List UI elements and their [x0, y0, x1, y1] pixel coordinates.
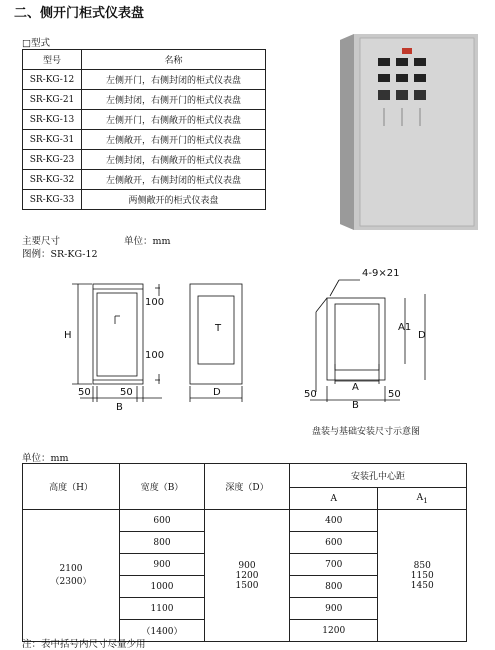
name-cell: 左侧开门，右侧敞开的柜式仪表盘: [82, 110, 266, 130]
model-table: [22, 49, 266, 210]
header-hole-center: 安装孔中心距: [290, 464, 467, 488]
label-100-bottom: 100: [145, 350, 165, 361]
column-header-name: 名称: [82, 50, 266, 70]
a-cell: 400: [290, 510, 378, 532]
header-a: A: [290, 488, 378, 510]
a1-cell: 850 1150 1450: [378, 510, 467, 642]
name-cell: 左侧开门，右侧封闭的柜式仪表盘: [82, 70, 266, 90]
header-a1: $A_1$: [378, 488, 467, 510]
base-view-outline: [327, 298, 385, 380]
label-50-left: 50: [78, 387, 91, 398]
a-cell: 900: [290, 598, 378, 620]
label-d: D: [213, 387, 221, 398]
table-row: [23, 190, 266, 210]
main-dims-label: 主要尺寸: [22, 236, 61, 247]
name-cell: 左侧封闭，右侧开门的柜式仪表盘: [82, 90, 266, 110]
table-header-row: [23, 50, 266, 70]
cabinet-side: [340, 34, 354, 230]
table-row: [23, 170, 266, 190]
label-50-r-right: 50: [388, 389, 401, 400]
front-view-inner: [97, 293, 137, 376]
model-cell: SR-KG-13: [23, 110, 82, 130]
indicator-lamp: [402, 48, 412, 54]
label-50-right: 50: [120, 387, 133, 398]
model-cell: SR-KG-12: [23, 70, 82, 90]
table-note: 注：表中括号内尺寸尽量少用: [22, 639, 146, 650]
section-title: 二、侧开门柜式仪表盘: [14, 6, 145, 21]
name-cell: 左侧敞开，右侧封闭的柜式仪表盘: [82, 170, 266, 190]
header-depth: 深度（D）: [205, 464, 290, 510]
label-b: B: [116, 402, 123, 413]
header-height: 高度（H）: [23, 464, 120, 510]
a-cell: 600: [290, 532, 378, 554]
header-width: 宽度（B）: [120, 464, 205, 510]
a-cell: 800: [290, 576, 378, 598]
unit-label-2: 单位：mm: [22, 453, 69, 464]
cabinet-door: [360, 38, 474, 226]
width-cell: 1100: [120, 598, 205, 620]
width-cell: 800: [120, 532, 205, 554]
width-cell: （1400）: [120, 620, 205, 642]
table-row: [23, 70, 266, 90]
table-row: [23, 510, 467, 532]
model-cell: SR-KG-32: [23, 170, 82, 190]
cabinet-photo: [334, 34, 478, 230]
model-cell: SR-KG-31: [23, 130, 82, 150]
width-cell: 1000: [120, 576, 205, 598]
model-cell: SR-KG-23: [23, 150, 82, 170]
label-50-r-left: 50: [304, 389, 317, 400]
height-cell: 2100 （2300）: [23, 510, 120, 642]
label-a: A: [352, 382, 359, 393]
width-cell: 600: [120, 510, 205, 532]
label-t: T: [215, 323, 222, 334]
label-a1: A1: [398, 322, 412, 333]
label-d-right: D: [418, 330, 426, 341]
depth-cell: 900 1200 1500: [205, 510, 290, 642]
column-header-model: 型号: [23, 50, 82, 70]
label-holes: 4-9×21: [362, 268, 400, 279]
table-row: [23, 150, 266, 170]
table-row: [23, 110, 266, 130]
dimension-table: [22, 463, 467, 642]
model-cell: SR-KG-21: [23, 90, 82, 110]
table-row: [23, 90, 266, 110]
name-cell: 两侧敞开的柜式仪表盘: [82, 190, 266, 210]
name-cell: 左侧封闭，右侧敞开的柜式仪表盘: [82, 150, 266, 170]
table-row: [23, 130, 266, 150]
a-cell: 700: [290, 554, 378, 576]
a-cell: 1200: [290, 620, 378, 642]
width-cell: 900: [120, 554, 205, 576]
label-h: H: [64, 330, 72, 341]
dimension-drawing: [0, 258, 495, 443]
install-caption: 盘装与基础安装尺寸示意图: [312, 427, 421, 437]
base-view-inner: [335, 304, 379, 370]
meter-panel: [378, 58, 426, 100]
table-header-row: [23, 464, 467, 488]
example-label: 图例：SR-KG-12: [22, 249, 98, 260]
type-label: □型式: [22, 38, 50, 49]
model-cell: SR-KG-33: [23, 190, 82, 210]
name-cell: 左侧敞开，右侧开门的柜式仪表盘: [82, 130, 266, 150]
label-b-right: B: [352, 400, 359, 411]
label-100-top: 100: [145, 297, 165, 308]
front-view-outline: [93, 284, 143, 384]
unit-label: 单位：mm: [124, 236, 171, 247]
